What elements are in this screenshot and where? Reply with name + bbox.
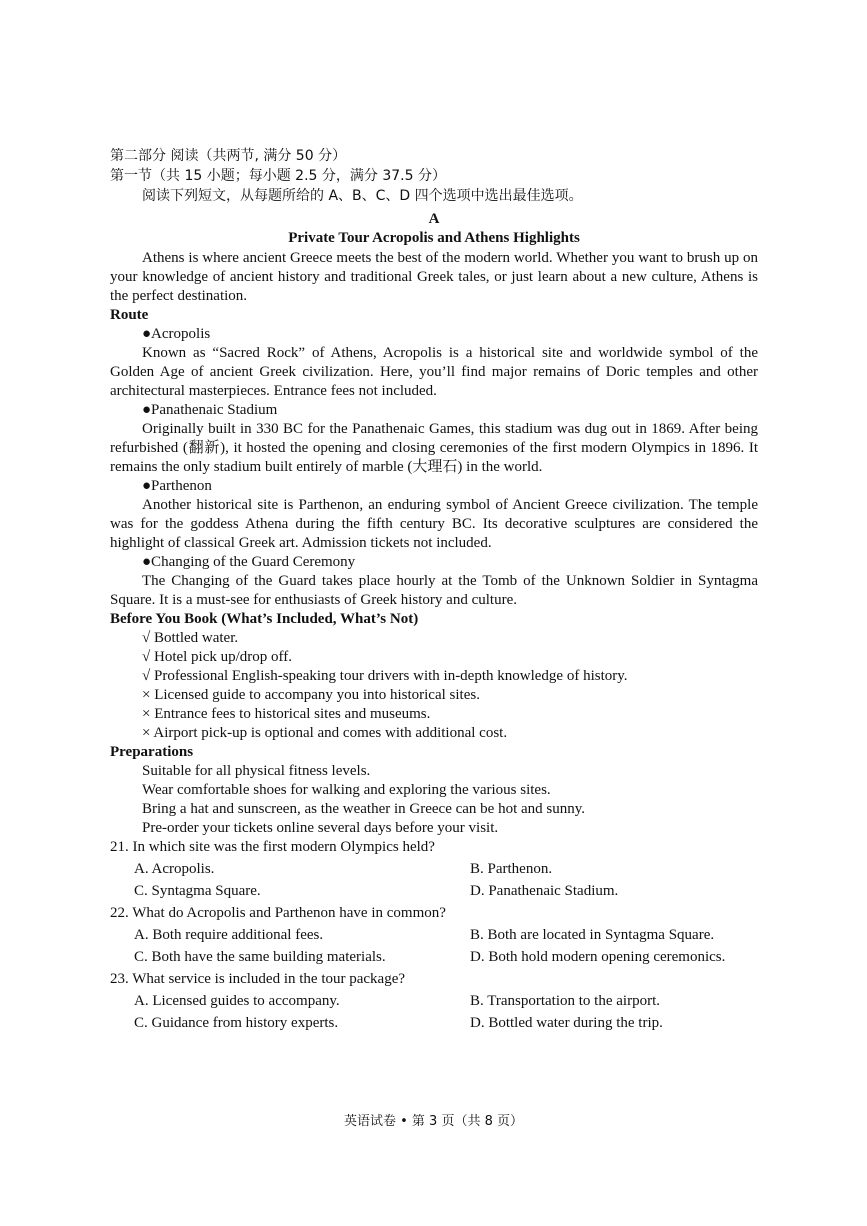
options-row	[110, 992, 758, 1011]
book-item: √ Professional English-speaking tour drivers with in-depth knowledge of history.	[142, 668, 628, 684]
options-row	[110, 926, 758, 945]
instruction-text: 阅读下列短文，从每题所给的 A、B、C、D 四个选项中选出最佳选项。	[142, 188, 583, 204]
option-a[interactable]: A. Licensed guides to accompany.	[134, 993, 340, 1009]
route-item-parthenon-name: ●Parthenon	[142, 478, 212, 494]
option-a[interactable]: A. Both require additional fees.	[134, 927, 324, 943]
part-heading: 第二部分 阅读（共两节, 满分 50 分）	[110, 148, 347, 164]
page-footer: 英语试卷 • 第 3 页（共 8 页）	[343, 1114, 523, 1129]
prep-item: Wear comfortable shoes for walking and exploring the various sites.	[142, 782, 551, 798]
route-item-guard-name: ●Changing of the Guard Ceremony	[142, 554, 356, 570]
option-b[interactable]: B. Both are located in Syntagma Square.	[470, 927, 715, 943]
passage-letter: A	[428, 211, 440, 227]
book-heading: Before You Book (What’s Included, What’s Not)	[110, 611, 419, 627]
option-b[interactable]: B. Transportation to the airport.	[470, 993, 660, 1009]
prep-item: Bring a hat and sunscreen, as the weather in Greece can be hot and sunny.	[142, 801, 586, 817]
route-item-guard-text: The Changing of the Guard takes place hourly at the Tomb of the Unknown Soldier in Syntagma Square. It is a must-see for enthusiasts of Greek history and culture.	[110, 573, 758, 608]
options-row	[110, 1014, 758, 1033]
passage-title: Private Tour Acropolis and Athens Highlights	[288, 230, 580, 246]
question-stem: 21. In which site was the first modern Olympics held?	[110, 839, 435, 855]
exam-page	[110, 146, 758, 1036]
option-c[interactable]: C. Syntagma Square.	[134, 883, 261, 899]
route-item-stadium-text: Originally built in 330 BC for the Panathenaic Games, this stadium was dug out in 1869. After being refurbished (翻新), it hosted the opening and closing ceremonies of the first modern Olympics in 1896. It remains the only stadium built entirely of marble (大理石) in the world.	[110, 421, 758, 475]
option-d[interactable]: D. Both hold modern opening ceremonics.	[470, 949, 726, 965]
option-b[interactable]: B. Parthenon.	[470, 861, 553, 877]
option-d[interactable]: D. Bottled water during the trip.	[470, 1015, 663, 1031]
option-d[interactable]: D. Panathenaic Stadium.	[470, 883, 619, 899]
section-heading: 第一节（共 15 小题；每小题 2.5 分，满分 37.5 分）	[110, 168, 446, 184]
option-c[interactable]: C. Both have the same building materials.	[134, 949, 386, 965]
book-item: √ Bottled water.	[142, 630, 239, 646]
prep-item: Suitable for all physical fitness levels.	[142, 763, 371, 779]
book-item: √ Hotel pick up/drop off.	[142, 649, 293, 665]
route-item-acropolis-text: Known as “Sacred Rock” of Athens, Acropolis is a historical site and worldwide symbol of the Golden Age of ancient Greek civilization. Here, you’ll find major remains of Doric temples and other architectural masterpieces. Entrance fees not included.	[110, 345, 758, 399]
book-item: × Licensed guide to accompany you into historical sites.	[142, 687, 480, 703]
prep-heading: Preparations	[110, 744, 194, 760]
book-item: × Airport pick-up is optional and comes with additional cost.	[142, 725, 508, 741]
option-c[interactable]: C. Guidance from history experts.	[134, 1015, 339, 1031]
options-row	[110, 860, 758, 879]
option-a[interactable]: A. Acropolis.	[134, 861, 215, 877]
route-item-stadium-name: ●Panathenaic Stadium	[142, 402, 278, 418]
intro-paragraph: Athens is where ancient Greece meets the best of the modern world. Whether you want to brush up on your knowledge of ancient history and traditional Greek tales, or just learn about a new culture, Athens is the perfect destination.	[110, 250, 758, 304]
book-item: × Entrance fees to historical sites and museums.	[142, 706, 431, 722]
options-row	[110, 948, 758, 967]
route-heading: Route	[110, 307, 149, 323]
route-item-acropolis-name: ●Acropolis	[142, 326, 211, 342]
options-row	[110, 882, 758, 901]
question-stem: 23. What service is included in the tour package?	[110, 971, 406, 987]
question-stem: 22. What do Acropolis and Parthenon have in common?	[110, 905, 446, 921]
prep-item: Pre-order your tickets online several days before your visit.	[142, 820, 499, 836]
route-item-parthenon-text: Another historical site is Parthenon, an enduring symbol of Ancient Greece civilization. The temple was for the goddess Athena during the fifth century BC. Its decorative sculptures are considered the highlight of classical Greek art. Admission tickets not included.	[110, 497, 758, 551]
